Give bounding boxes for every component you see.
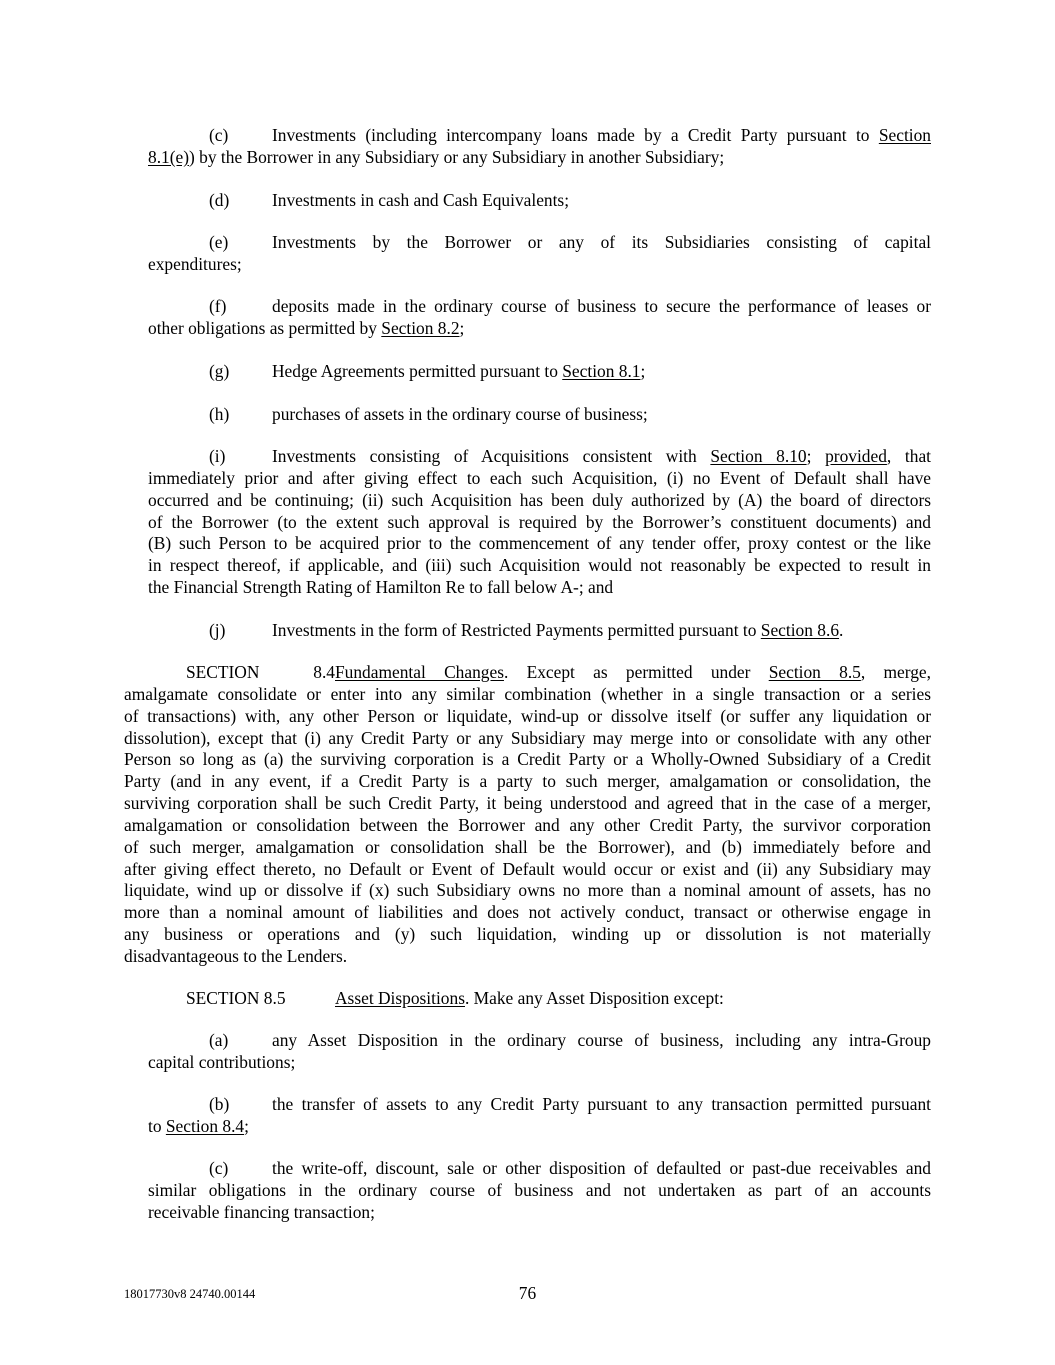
clause-label: (f) [209,296,227,316]
section-reference: Section [878,125,931,145]
clause-8-5-c: (c) the write-off, discount, sale or other disposition of defaulted or past-due receivables and similar obligations in the ordinary course of business and not undertaken as part of an accounts receivable financing transaction; [148,1158,931,1222]
section-reference: Section 8.4 [165,1115,245,1136]
section-reference: Section 8.6 [760,620,840,640]
section-reference: Section 8.1 [562,361,641,381]
clause-label: (a) [209,1030,229,1050]
section-heading: Asset Dispositions [335,988,465,1008]
clause-label: (d) [209,190,230,210]
clause-label: (c) [209,1158,229,1178]
clause-i: (i) Investments consisting of Acquisitions consistent with Section 8.10; provided, that immediately prior and after giving effect to each such Acquisition, (i) no Event of Default shall have occurred and be continuing; (ii) such Acquisition has been duly authorized by (A) the board of directors of the Borrower (to the extent such approval is required by the Borrower’s constituent documents) and (B) such Person to be acquired prior to the commencement of any tender offer, proxy contest or the like in respect thereof, if applicable, and (iii) such Acquisition would not reasonably be expected to result in the Financial Strength Rating of Hamilton Re to fall below A-; and [148,446,931,598]
clause-c: (c) Investments (including intercompany loans made by a Credit Party pursuant to Section 8.1(e)) by the Borrower in any Subsidiary or any Subsidiary in another Subsidiary; [148,125,931,167]
clause-label: (i) [209,446,226,466]
clause-g: (g) Hedge Agreements permitted pursuant to Section 8.1; [209,361,646,381]
clause-f: (f) deposits made in the ordinary course of business to secure the performance of leases or other obligations as permitted by Section 8.2; [148,296,931,338]
clause-j: (j) Investments in the form of Restricted Payments permitted pursuant to Section 8.6. [209,620,844,640]
clause-e: (e) Investments by the Borrower or any of its Subsidiaries consisting of capital expenditures; [148,232,931,274]
clause-h: (h) purchases of assets in the ordinary course of business; [209,404,648,424]
section-reference: Section 8.5 [768,662,861,682]
section-reference: Section 8.10 [710,446,807,466]
section-8-4: SECTION 8.4Fundamental Changes. Except as permitted under Section 8.5, merge, amalgamate consolidate or enter into any similar combination (whether in a single transaction or a series of transactions) with, any other Person or liquidate, wind-up or dissolve itself (or suffer any liquidation or dissolution), except that (i) any Credit Party or any Subsidiary may merge into or consolidate with any other Person so long as (a) the surviving corporation is a Credit Party or a Wholly-Owned Subsidiary of a Credit Party (and in any event, if a Credit Party is a party to such merger, amalgamation or consolidation, the surviving corporation shall be such Credit Party, it being understood and agreed that in the case of a merger, amalgamation or consolidation between the Borrower and any other Credit Party, the survivor corporation of such merger, amalgamation or consolidation shall be the Borrower), and (b) immediately before and after giving effect thereto, no Default or Event of Default would occur or exist and (ii) any Subsidiary may liquidate, wind up or dissolve if (x) such Subsidiary owns no more than a nominal amount of assets, has no more than a nominal amount of liabilities and does not actively conduct, transact or otherwise engage in any business or operations and (y) such liquidation, winding up or dissolution is not materially disadvantageous to the Lenders. [124,662,931,966]
clause-8-5-b: (b) the transfer of assets to any Credit Party pursuant to any transaction permitted pursuant to Section 8.4; [148,1094,931,1136]
document-id: 18017730v8 24740.00144 [124,1287,256,1301]
clause-label: (j) [209,620,226,640]
clause-d: (d) Investments in cash and Cash Equivalents; [209,190,570,210]
section-reference: 8.1(e) [148,146,190,167]
section-number: SECTION 8.5 [186,988,286,1008]
section-number: SECTION 8.4 [186,662,335,682]
section-reference: Section 8.2 [381,317,460,338]
clause-label: (b) [209,1094,230,1114]
clause-label: (h) [209,404,230,424]
section-heading: Fundamental Changes [335,662,504,682]
clause-8-5-a: (a) any Asset Disposition in the ordinary course of business, including any intra-Group capital contributions; [148,1030,931,1072]
proviso-term: provided [825,446,887,466]
clause-label: (e) [209,232,229,252]
page-number: 76 [518,1283,537,1303]
clause-label: (g) [209,361,230,381]
section-8-5: SECTION 8.5 Asset Dispositions. Make any Asset Disposition except: [186,988,724,1008]
clause-label: (c) [209,125,229,145]
